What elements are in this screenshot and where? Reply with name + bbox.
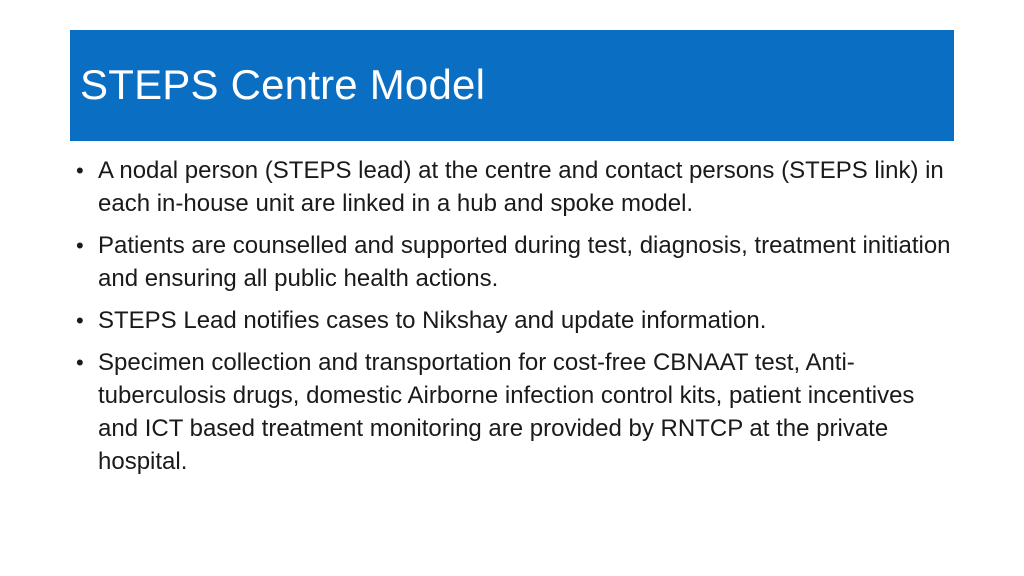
bullet-text: Patients are counselled and supported during test, diagnosis, treatment initiation and ensuring all public health actions. — [98, 232, 951, 292]
bullet-icon: • — [76, 350, 84, 375]
bullet-item — [76, 154, 954, 220]
bullet-list — [76, 154, 954, 487]
bullet-item — [76, 229, 954, 295]
bullet-text: Specimen collection and transportation for cost-free CBNAAT test, Anti-tuberculosis drugs, domestic Airborne infection control kits, patient incentives and ICT based treatment monitoring are provided by RNTCP at the private hospital. — [98, 349, 915, 475]
bullet-item — [76, 304, 954, 337]
bullet-icon: • — [76, 158, 84, 183]
title-bar — [70, 30, 954, 141]
slide-title: STEPS Centre Model — [80, 61, 486, 108]
bullet-icon: • — [76, 233, 84, 258]
bullet-icon: • — [76, 308, 84, 333]
bullet-text: STEPS Lead notifies cases to Nikshay and update information. — [98, 307, 767, 334]
bullet-item — [76, 346, 954, 478]
bullet-text: A nodal person (STEPS lead) at the centre and contact persons (STEPS link) in each in-house unit are linked in a hub and spoke model. — [98, 157, 944, 217]
